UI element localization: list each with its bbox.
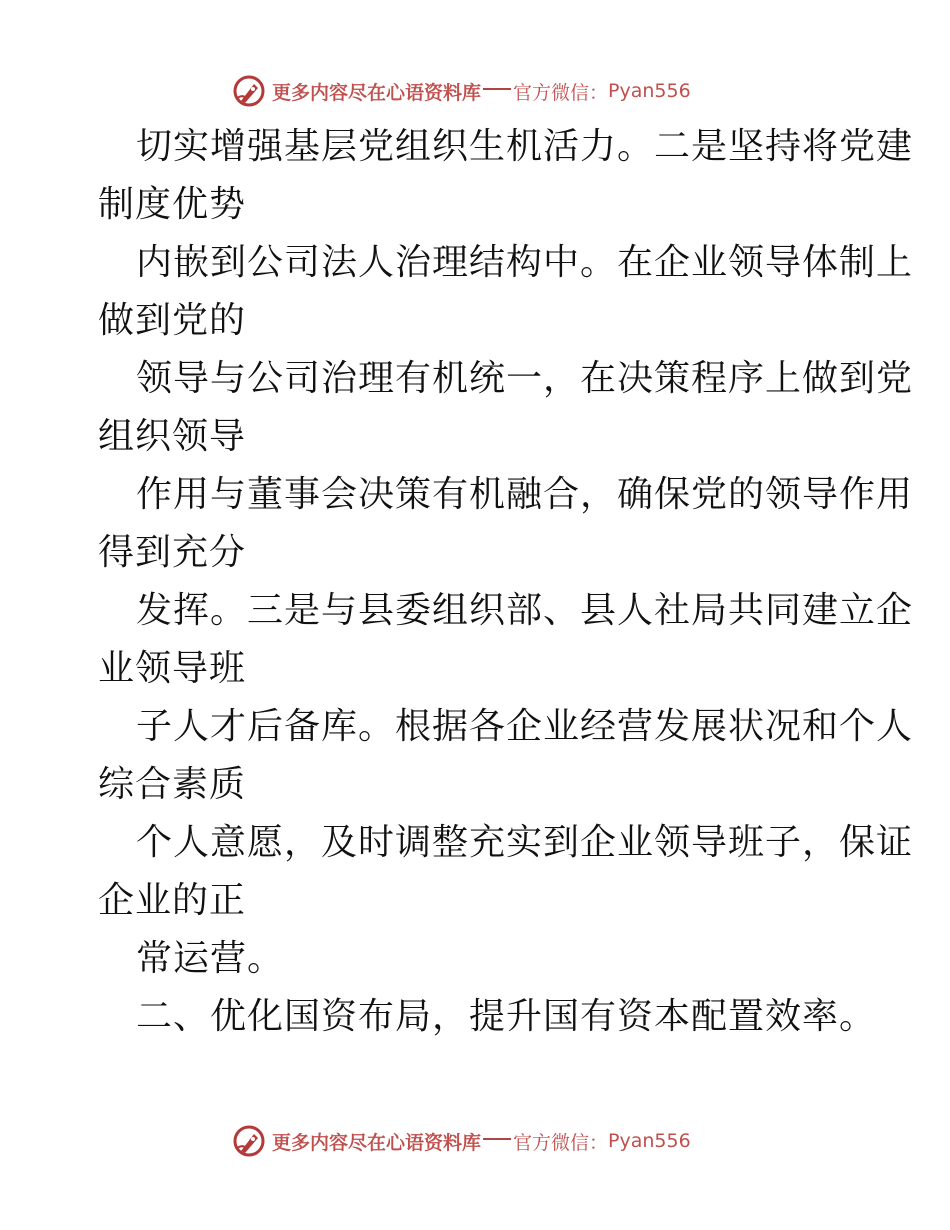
banner-title: 更多内容尽在心语资料库 (272, 81, 482, 104)
footer-banner (232, 1121, 712, 1161)
text-line: 切实增强基层党组织生机活力。二是坚持将党建 (136, 126, 914, 167)
text-line: 领导与公司治理有机统一，在决策程序上做到党 (136, 358, 914, 399)
text-line: 子人才后备库。根据各企业经营发展状况和个人 (136, 706, 914, 747)
text-line: 企业的正 (98, 880, 247, 921)
banner-title: 更多内容尽在心语资料库 (272, 1131, 482, 1154)
pen-nib-logo-icon (232, 74, 266, 108)
pen-nib-logo-icon (232, 1124, 266, 1158)
banner-subtitle: 官方微信： (513, 1131, 609, 1154)
text-line: 发挥。三是与县委组织部、县人社局共同建立企 (136, 590, 914, 631)
banner-subtitle: 官方微信： (513, 81, 609, 104)
text-line: 综合素质 (98, 764, 247, 805)
banner-dash (483, 88, 511, 90)
text-line: 做到党的 (98, 300, 247, 341)
banner-dash (483, 1138, 511, 1140)
text-line: 常运营。 (136, 938, 285, 979)
body-text (98, 118, 914, 1046)
text-line: 内嵌到公司法人治理结构中。在企业领导体制上 (136, 242, 914, 283)
text-line: 组织领导 (98, 416, 247, 457)
banner-wechat-id: Pyan556 (608, 1130, 691, 1152)
text-line: 得到充分 (98, 532, 247, 573)
heading-line: 二、优化国资布局，提升国有资本配置效率。 (136, 996, 877, 1037)
header-banner (232, 71, 712, 111)
text-line: 业领导班 (98, 648, 247, 689)
text-line: 制度优势 (98, 184, 247, 225)
text-line: 个人意愿，及时调整充实到企业领导班子，保证 (136, 822, 914, 863)
banner-wechat-id: Pyan556 (608, 80, 691, 102)
text-line: 作用与董事会决策有机融合，确保党的领导作用 (136, 474, 914, 515)
